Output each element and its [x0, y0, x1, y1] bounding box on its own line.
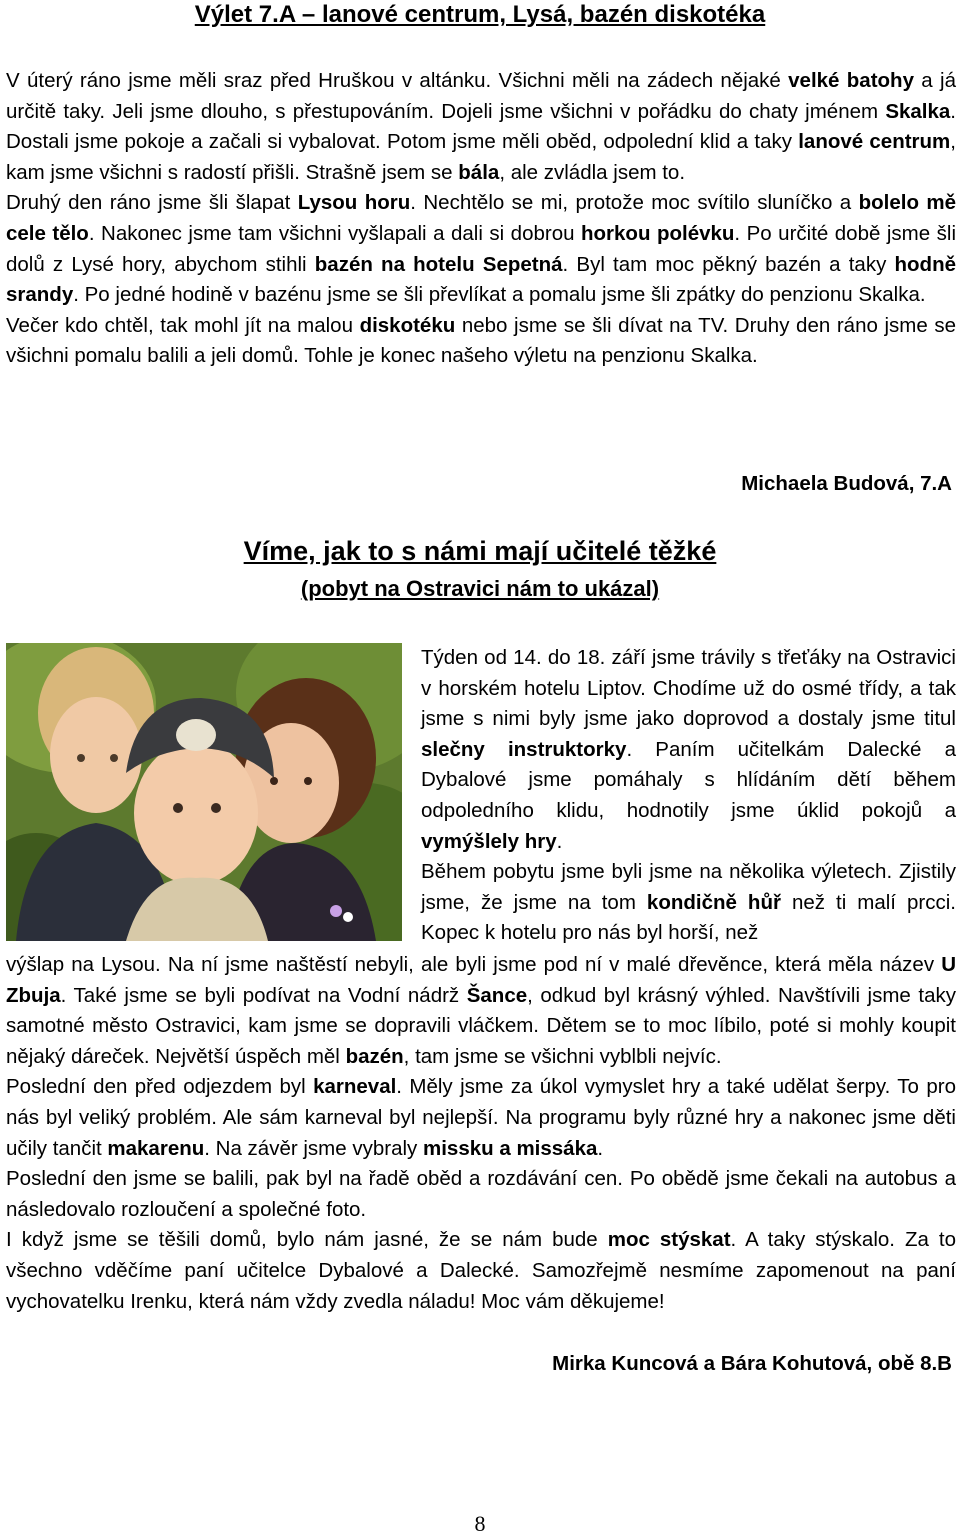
- article2-signature: Mirka Kuncová a Bára Kohutová, obě 8.B: [552, 1352, 952, 1375]
- text-run: . Nakonec jsme tam všichni vyšlapali a dali si dobrou: [88, 221, 581, 245]
- text-run: , ale zvládla jsem to.: [499, 160, 686, 184]
- bold-text-run: karneval: [313, 1075, 397, 1099]
- article2-paragraph-3: [6, 1072, 956, 1164]
- text-run: Týden od 14. do 18. září jsme trávily s třeťáky na Ostravici v horském hotelu Liptov. Chodíme už do osmé třídy, a tak jsme s nimi byly jsme jako doprovod a dostaly jsme titul: [421, 646, 956, 731]
- article2-body: [6, 950, 956, 1317]
- text-run: a já určitě taky. Jeli jsme dlouho, s přestupováním. Dojeli jsme všichni v pořádku do chaty jménem: [6, 69, 956, 123]
- bold-text-run: lanové centrum: [798, 130, 951, 154]
- bold-text-run: slečny instruktorky: [421, 737, 627, 761]
- text-run: Poslední den jsme se balili, pak byl na řadě oběd a rozdávání cen. Po obědě jsme čekali na autobus a následovalo rozloučení a společné foto.: [6, 1167, 956, 1221]
- text-run: . Po jedné hodině v bazénu jsme se šli převlíkat a pomalu jsme šli zpátky do penzionu Skalka.: [73, 283, 926, 307]
- bold-text-run: velké batohy: [788, 69, 914, 92]
- bold-text-run: hodně srandy: [6, 252, 956, 307]
- text-run: . Po určité době jsme šli dolů z Lysé hory, abychom stihli: [6, 221, 956, 276]
- text-run: . Paním učitelkám Dalecké a Dybalové jsme pomáhaly s hlídáním dětí během odpoledního klidu, hodnotily jsme úklid pokojů a: [421, 737, 956, 822]
- article1-paragraph-3: [6, 311, 956, 372]
- bold-text-run: Lysou horu: [297, 191, 411, 215]
- article-title-teachers: Víme, jak to s námi mají učitelé těžké: [243, 536, 717, 566]
- text-run: . Na závěr jsme vybraly: [204, 1136, 423, 1160]
- bold-text-run: bazén na hotelu Sepetná: [314, 252, 563, 276]
- bold-text-run: horkou polévku: [581, 221, 735, 245]
- photo-three-girls: [6, 643, 402, 941]
- text-run: . A taky stýskalo. Za to všechno vděčíme paní učitelce Dybalové a Dalecké. Samozřejmě nesmíme zapomenout na paní vychovatelku Irenku, která nám vždy zvedla náladu! Moc vám děkujeme!: [6, 1228, 956, 1313]
- bold-text-run: moc stýskat: [607, 1228, 731, 1252]
- article1-paragraph-1: [6, 66, 956, 188]
- text-run: .: [597, 1136, 604, 1160]
- bold-text-run: vymýšlely hry: [421, 829, 557, 853]
- bold-text-run: U Zbuja: [6, 953, 956, 1007]
- bold-text-run: Šance: [466, 983, 528, 1007]
- article2-intro-beside-photo: [421, 643, 956, 949]
- bold-text-run: bolelo mě cele tělo: [6, 191, 957, 245]
- article-title-trip-7a: Výlet 7.A – lanové centrum, Lysá, bazén diskotéka: [194, 1, 766, 28]
- bold-text-run: kondičně hůř: [646, 890, 781, 914]
- text-run: . Také jsme se byli podívat na Vodní nádrž: [60, 983, 467, 1007]
- text-run: nebo jsme se šli dívat na TV. Druhy den ráno jsme se všichni pomalu balili a jeli domů. Tohle je konec našeho výletu na penzionu Skalka.: [6, 313, 956, 368]
- text-run: než ti malí prcci. Kopec k hotelu pro nás byl horší, než: [421, 890, 956, 945]
- text-run: I když jsme se těšili domů, bylo nám jasné, že se nám bude: [6, 1228, 608, 1252]
- article2-paragraph-2-start: [421, 857, 956, 949]
- bold-text-run: bazén: [345, 1044, 404, 1068]
- article1-signature: Michaela Budová, 7.A: [741, 472, 952, 495]
- bold-text-run: Skalka: [885, 99, 951, 123]
- text-run: Poslední den před odjezdem byl: [6, 1075, 314, 1099]
- bold-text-run: missku a missáka: [423, 1136, 598, 1160]
- text-run: , tam jsme se všichni vyblbli nejvíc.: [403, 1044, 722, 1068]
- text-run: Druhý den ráno jsme šli šlapat: [6, 191, 298, 215]
- text-run: výšlap na Lysou. Na ní jsme naštěstí nebyli, ale byli jsme pod ní v malé dřevěnce, která měla název: [6, 953, 942, 976]
- text-run: Během pobytu jsme byli jsme na několika výletech. Zjistily jsme, že jsme na tom: [421, 860, 956, 914]
- text-run: .: [556, 829, 563, 853]
- text-run: , odkud byl krásný výhled. Navštívili jsme taky samotné město Ostravici, kam jsme se dopravili vláčkem. Dětem se to moc líbilo, poté si mohly koupit nějaký dáreček. Největší úspěch měl: [6, 983, 956, 1068]
- photo-image: [6, 643, 402, 941]
- article-subtitle-ostravice: (pobyt na Ostravici nám to ukázal): [300, 576, 660, 601]
- text-run: , kam jsme všichni s radostí přišli. Strašně jsem se: [6, 130, 956, 184]
- article2-paragraph-1: [421, 643, 956, 857]
- text-run: . Dostali jsme pokoje a začali si vybalovat. Potom jsme měli oběd, odpolední klid a taky: [6, 99, 956, 154]
- article2-paragraph-5: [6, 1225, 956, 1317]
- text-run: . Měly jsme za úkol vymyslet hry a také udělat šerpy. To pro nás byl veliký problém. Ale sám karneval byl nejlepší. Na programu byly různé hry a nakonec jsme děti učily tančit: [6, 1075, 956, 1160]
- article2-paragraph-4: [6, 1164, 956, 1225]
- text-run: . Byl tam moc pěkný bazén a taky: [562, 252, 895, 276]
- text-run: V úterý ráno jsme měli sraz před Hruškou v altánku. Všichni měli na zádech nějaké: [6, 69, 789, 92]
- text-run: . Nechtělo se mi, protože moc svítilo sluníčko a: [410, 191, 859, 215]
- article2-paragraph-2-rest: [6, 950, 956, 1072]
- page-number: 8: [474, 1511, 486, 1536]
- article1-paragraph-2: [6, 188, 956, 310]
- bold-text-run: diskotéku: [359, 313, 456, 337]
- article1-body: [6, 66, 956, 372]
- bold-text-run: makarenu: [107, 1136, 205, 1160]
- text-run: Večer kdo chtěl, tak mohl jít na malou: [6, 313, 360, 337]
- bold-text-run: bála: [458, 160, 500, 184]
